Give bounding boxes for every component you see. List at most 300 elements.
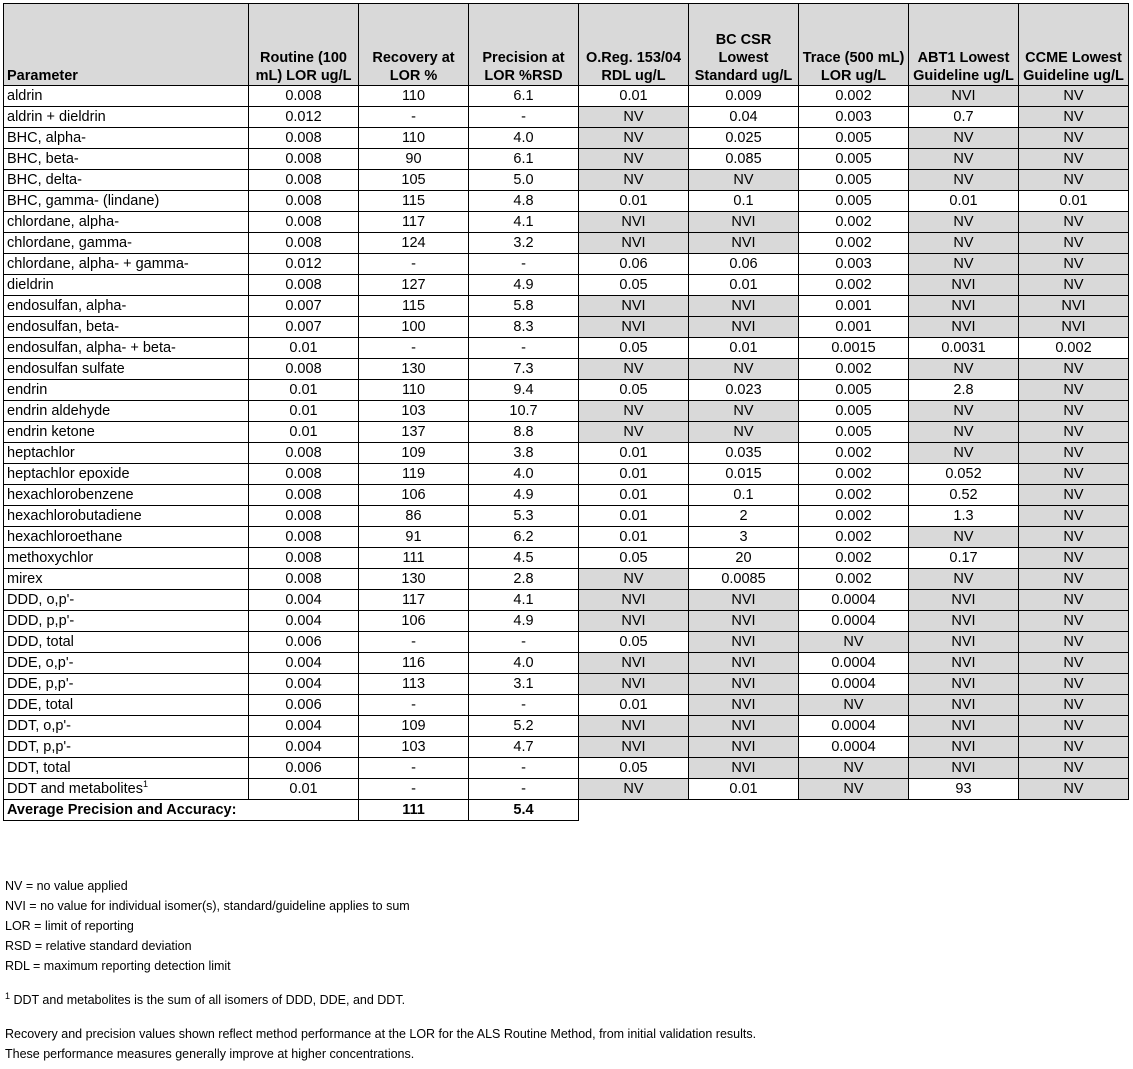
cell-text: NV bbox=[843, 697, 864, 713]
cell-text: 0.004 bbox=[285, 592, 322, 608]
cell-recovery bbox=[359, 212, 469, 233]
cell-oreg-rdl bbox=[579, 485, 689, 506]
cell-bc-csr bbox=[689, 506, 799, 527]
cell-recovery bbox=[359, 86, 469, 107]
cell-bc-csr bbox=[689, 569, 799, 590]
cell-trace-lor bbox=[799, 149, 909, 170]
cell-text: NV bbox=[1063, 214, 1084, 230]
definition-line: RSD = relative standard deviation bbox=[5, 939, 192, 953]
cell-routine-lor bbox=[249, 485, 359, 506]
cell-bc-csr bbox=[689, 86, 799, 107]
cell-text: 0.004 bbox=[285, 676, 322, 692]
cell-abt1 bbox=[909, 506, 1019, 527]
cell-text: 0.002 bbox=[835, 466, 872, 482]
cell-recovery bbox=[359, 548, 469, 569]
cell-text: 0.05 bbox=[619, 634, 648, 650]
cell-recovery bbox=[359, 107, 469, 128]
cell-trace-lor bbox=[799, 338, 909, 359]
cell-text: NVI bbox=[951, 760, 976, 776]
cell-routine-lor bbox=[249, 380, 359, 401]
cell-text: hexachlorobenzene bbox=[7, 487, 134, 503]
cell-oreg-rdl bbox=[579, 254, 689, 275]
cell-parameter bbox=[4, 569, 249, 590]
cell-routine-lor bbox=[249, 191, 359, 212]
cell-text: 0.01 bbox=[619, 508, 648, 524]
cell-text: 4.5 bbox=[513, 550, 534, 566]
cell-text: 4.9 bbox=[513, 277, 534, 293]
cell-ccme bbox=[1019, 548, 1129, 569]
cell-text: 0.0004 bbox=[831, 739, 876, 755]
cell-text: 5.8 bbox=[513, 298, 534, 314]
cell-text: 0.0015 bbox=[831, 340, 876, 356]
cell-routine-lor bbox=[249, 695, 359, 716]
cell-text: - bbox=[521, 634, 526, 650]
cell-parameter bbox=[4, 506, 249, 527]
cell-text: 0.008 bbox=[285, 172, 322, 188]
cell-ccme bbox=[1019, 632, 1129, 653]
cell-text: NVI bbox=[621, 298, 646, 314]
cell-recovery bbox=[359, 338, 469, 359]
cell-text: 0.01 bbox=[729, 781, 758, 797]
cell-text: hexachlorobutadiene bbox=[7, 508, 142, 524]
cell-text: DDT and metabolites bbox=[7, 781, 143, 797]
cell-text: NV bbox=[1063, 718, 1084, 734]
header-oreg-rdl: O.Reg. 153/04 RDL ug/L bbox=[579, 4, 689, 86]
cell-text: 0.01 bbox=[619, 529, 648, 545]
cell-text: 0.015 bbox=[725, 466, 762, 482]
cell-text: 0.01 bbox=[289, 424, 318, 440]
table-row bbox=[4, 737, 1129, 758]
cell-precision bbox=[469, 527, 579, 548]
cell-text: NV bbox=[733, 424, 754, 440]
cell-text: 0.01 bbox=[289, 382, 318, 398]
cell-abt1 bbox=[909, 695, 1019, 716]
cell-ccme bbox=[1019, 443, 1129, 464]
cell-text: NV bbox=[953, 256, 974, 272]
cell-parameter bbox=[4, 149, 249, 170]
cell-routine-lor bbox=[249, 548, 359, 569]
cell-oreg-rdl bbox=[579, 548, 689, 569]
table-row bbox=[4, 422, 1129, 443]
cell-abt1 bbox=[909, 107, 1019, 128]
header-routine-lor: Routine (100 mL) LOR ug/L bbox=[249, 4, 359, 86]
cell-text: NVI bbox=[731, 676, 756, 692]
cell-text: 0.01 bbox=[619, 697, 648, 713]
cell-oreg-rdl bbox=[579, 506, 689, 527]
cell-precision bbox=[469, 464, 579, 485]
cell-text: 0.085 bbox=[725, 151, 762, 167]
cell-text: methoxychlor bbox=[7, 550, 94, 566]
cell-text: 119 bbox=[401, 466, 426, 482]
cell-text: chlordane, alpha- + gamma- bbox=[7, 256, 189, 272]
cell-routine-lor bbox=[249, 569, 359, 590]
cell-abt1 bbox=[909, 737, 1019, 758]
cell-bc-csr bbox=[689, 107, 799, 128]
cell-abt1 bbox=[909, 464, 1019, 485]
cell-text: NV bbox=[1063, 676, 1084, 692]
cell-text: 0.035 bbox=[725, 445, 762, 461]
cell-text: NV bbox=[953, 235, 974, 251]
cell-precision bbox=[469, 275, 579, 296]
cell-text: NV bbox=[1063, 634, 1084, 650]
cell-text: 0.002 bbox=[835, 508, 872, 524]
cell-text: 0.005 bbox=[835, 193, 872, 209]
cell-routine-lor bbox=[249, 590, 359, 611]
cell-text: NVI bbox=[731, 235, 756, 251]
cell-ccme bbox=[1019, 359, 1129, 380]
cell-text: 4.0 bbox=[513, 466, 534, 482]
cell-text: NVI bbox=[951, 88, 976, 104]
cell-routine-lor bbox=[249, 779, 359, 800]
cell-routine-lor bbox=[249, 296, 359, 317]
cell-text: 0.005 bbox=[835, 382, 872, 398]
cell-text: NV bbox=[953, 571, 974, 587]
cell-precision bbox=[469, 590, 579, 611]
cell-text: DDD, p,p'- bbox=[7, 613, 75, 629]
cell-parameter bbox=[4, 212, 249, 233]
cell-text: NV bbox=[623, 130, 644, 146]
cell-text: 0.01 bbox=[289, 340, 318, 356]
cell-text: NV bbox=[733, 361, 754, 377]
cell-oreg-rdl bbox=[579, 401, 689, 422]
cell-text: DDT, total bbox=[7, 760, 71, 776]
cell-recovery bbox=[359, 254, 469, 275]
cell-recovery bbox=[359, 401, 469, 422]
cell-text: NVI bbox=[621, 214, 646, 230]
cell-oreg-rdl bbox=[579, 128, 689, 149]
cell-recovery bbox=[359, 464, 469, 485]
cell-trace-lor bbox=[799, 548, 909, 569]
cell-trace-lor bbox=[799, 317, 909, 338]
cell-text: 115 bbox=[401, 298, 426, 314]
cell-text: NV bbox=[1063, 529, 1084, 545]
cell-text: hexachloroethane bbox=[7, 529, 123, 545]
cell-text: NVI bbox=[951, 319, 976, 335]
cell-text: 0.007 bbox=[285, 319, 322, 335]
cell-ccme bbox=[1019, 674, 1129, 695]
cell-recovery bbox=[359, 296, 469, 317]
cell-bc-csr bbox=[689, 548, 799, 569]
cell-bc-csr bbox=[689, 149, 799, 170]
cell-precision bbox=[469, 254, 579, 275]
cell-text: 0.002 bbox=[835, 529, 872, 545]
cell-text: 0.004 bbox=[285, 739, 322, 755]
cell-text: NVI bbox=[731, 760, 756, 776]
cell-oreg-rdl bbox=[579, 716, 689, 737]
table-row bbox=[4, 275, 1129, 296]
cell-routine-lor bbox=[249, 716, 359, 737]
cell-routine-lor bbox=[249, 254, 359, 275]
cell-trace-lor bbox=[799, 653, 909, 674]
cell-abt1 bbox=[909, 338, 1019, 359]
cell-oreg-rdl bbox=[579, 422, 689, 443]
cell-routine-lor bbox=[249, 401, 359, 422]
cell-text: - bbox=[521, 340, 526, 356]
cell-parameter bbox=[4, 359, 249, 380]
cell-precision bbox=[469, 485, 579, 506]
cell-parameter bbox=[4, 611, 249, 632]
cell-text: endrin bbox=[7, 382, 48, 398]
cell-parameter bbox=[4, 233, 249, 254]
table-row bbox=[4, 569, 1129, 590]
cell-text: NVI bbox=[731, 739, 756, 755]
cell-text: NV bbox=[1063, 382, 1084, 398]
cell-abt1 bbox=[909, 674, 1019, 695]
cell-abt1 bbox=[909, 779, 1019, 800]
cell-routine-lor bbox=[249, 338, 359, 359]
cell-text: 137 bbox=[401, 424, 426, 440]
cell-trace-lor bbox=[799, 569, 909, 590]
cell-ccme bbox=[1019, 233, 1129, 254]
cell-recovery bbox=[359, 527, 469, 548]
cell-text: heptachlor bbox=[7, 445, 75, 461]
cell-text: NV bbox=[1063, 613, 1084, 629]
cell-oreg-rdl bbox=[579, 191, 689, 212]
cell-bc-csr bbox=[689, 632, 799, 653]
cell-text: 0.04 bbox=[729, 109, 758, 125]
table-row bbox=[4, 779, 1129, 800]
cell-text: 0.05 bbox=[619, 550, 648, 566]
cell-abt1 bbox=[909, 485, 1019, 506]
cell-text: NVI bbox=[951, 634, 976, 650]
cell-text: chlordane, alpha- bbox=[7, 214, 120, 230]
cell-trace-lor bbox=[799, 359, 909, 380]
cell-text: 0.001 bbox=[835, 319, 872, 335]
cell-text: NV bbox=[623, 109, 644, 125]
cell-routine-lor bbox=[249, 359, 359, 380]
cell-text: NV bbox=[1063, 235, 1084, 251]
table-row bbox=[4, 359, 1129, 380]
table-row bbox=[4, 611, 1129, 632]
cell-text: 0.008 bbox=[285, 361, 322, 377]
cell-text: NVI bbox=[1061, 319, 1086, 335]
cell-bc-csr bbox=[689, 737, 799, 758]
cell-text: NV bbox=[1063, 172, 1084, 188]
cell-text: - bbox=[521, 760, 526, 776]
cell-text: 10.7 bbox=[509, 403, 538, 419]
cell-text: 4.8 bbox=[513, 193, 534, 209]
cell-text: 6.2 bbox=[513, 529, 534, 545]
cell-precision bbox=[469, 191, 579, 212]
cell-trace-lor bbox=[799, 632, 909, 653]
cell-bc-csr bbox=[689, 233, 799, 254]
table-row bbox=[4, 254, 1129, 275]
cell-text: NV bbox=[1063, 109, 1084, 125]
cell-routine-lor bbox=[249, 737, 359, 758]
cell-text: 0.01 bbox=[729, 277, 758, 293]
cell-bc-csr bbox=[689, 254, 799, 275]
cell-oreg-rdl bbox=[579, 569, 689, 590]
table-row bbox=[4, 149, 1129, 170]
average-row bbox=[4, 800, 1129, 821]
cell-routine-lor bbox=[249, 653, 359, 674]
cell-text: NVI bbox=[621, 319, 646, 335]
cell-trace-lor bbox=[799, 485, 909, 506]
cell-text: NVI bbox=[951, 697, 976, 713]
cell-text: 2 bbox=[739, 508, 748, 524]
cell-text: endosulfan, alpha- bbox=[7, 298, 127, 314]
cell-text: 113 bbox=[401, 676, 426, 692]
cell-text: 124 bbox=[401, 235, 426, 251]
cell-text: 0.008 bbox=[285, 214, 322, 230]
cell-abt1 bbox=[909, 443, 1019, 464]
cell-text: NV bbox=[953, 151, 974, 167]
cell-bc-csr bbox=[689, 422, 799, 443]
empty-cell bbox=[579, 800, 689, 821]
pesticide-data-table bbox=[3, 3, 1129, 821]
cell-text: NV bbox=[623, 424, 644, 440]
cell-oreg-rdl bbox=[579, 233, 689, 254]
cell-recovery bbox=[359, 275, 469, 296]
cell-abt1 bbox=[909, 590, 1019, 611]
cell-text: 4.0 bbox=[513, 655, 534, 671]
cell-parameter bbox=[4, 254, 249, 275]
cell-trace-lor bbox=[799, 443, 909, 464]
empty-cell bbox=[799, 800, 909, 821]
footnotes bbox=[5, 876, 1125, 1064]
cell-text: NVI bbox=[951, 592, 976, 608]
cell-text: NVI bbox=[621, 235, 646, 251]
cell-text: 2.8 bbox=[953, 382, 974, 398]
cell-text: NV bbox=[1063, 403, 1084, 419]
cell-text: 109 bbox=[401, 718, 426, 734]
cell-text: NVI bbox=[621, 739, 646, 755]
cell-precision bbox=[469, 422, 579, 443]
cell-oreg-rdl bbox=[579, 86, 689, 107]
table-row bbox=[4, 674, 1129, 695]
cell-oreg-rdl bbox=[579, 590, 689, 611]
cell-precision bbox=[469, 758, 579, 779]
footnote-mark: 1 bbox=[142, 779, 148, 790]
cell-ccme bbox=[1019, 254, 1129, 275]
cell-routine-lor bbox=[249, 128, 359, 149]
cell-trace-lor bbox=[799, 611, 909, 632]
performance-note-line: These performance measures generally improve at higher concentrations. bbox=[5, 1047, 415, 1061]
cell-text: NVI bbox=[951, 739, 976, 755]
cell-text: 0.01 bbox=[619, 445, 648, 461]
cell-bc-csr bbox=[689, 758, 799, 779]
cell-abt1 bbox=[909, 401, 1019, 422]
cell-text: 0.002 bbox=[835, 571, 872, 587]
cell-text: 0.1 bbox=[733, 193, 754, 209]
cell-ccme bbox=[1019, 149, 1129, 170]
cell-abt1 bbox=[909, 128, 1019, 149]
cell-text: NV bbox=[1063, 424, 1084, 440]
footnote-1-mark: 1 bbox=[5, 990, 11, 1001]
cell-text: 116 bbox=[401, 655, 426, 671]
cell-recovery bbox=[359, 506, 469, 527]
cell-bc-csr bbox=[689, 338, 799, 359]
cell-trace-lor bbox=[799, 590, 909, 611]
cell-oreg-rdl bbox=[579, 611, 689, 632]
cell-text: NVI bbox=[731, 634, 756, 650]
cell-trace-lor bbox=[799, 254, 909, 275]
cell-text: chlordane, gamma- bbox=[7, 235, 132, 251]
cell-recovery bbox=[359, 128, 469, 149]
cell-text: NV bbox=[623, 781, 644, 797]
cell-text: 0.005 bbox=[835, 130, 872, 146]
empty-cell bbox=[909, 800, 1019, 821]
cell-text: NVI bbox=[621, 676, 646, 692]
cell-oreg-rdl bbox=[579, 275, 689, 296]
cell-bc-csr bbox=[689, 674, 799, 695]
cell-precision bbox=[469, 86, 579, 107]
cell-text: NVI bbox=[621, 718, 646, 734]
cell-text: 5.3 bbox=[513, 508, 534, 524]
cell-text: endosulfan, beta- bbox=[7, 319, 120, 335]
cell-text: 0.008 bbox=[285, 130, 322, 146]
cell-text: 0.01 bbox=[729, 340, 758, 356]
cell-text: 4.1 bbox=[513, 592, 534, 608]
cell-routine-lor bbox=[249, 170, 359, 191]
cell-text: 0.052 bbox=[945, 466, 982, 482]
cell-text: 0.002 bbox=[1055, 340, 1092, 356]
cell-text: NV bbox=[623, 571, 644, 587]
cell-abt1 bbox=[909, 170, 1019, 191]
cell-text: 0.002 bbox=[835, 550, 872, 566]
cell-precision bbox=[469, 695, 579, 716]
cell-text: 0.005 bbox=[835, 403, 872, 419]
cell-oreg-rdl bbox=[579, 359, 689, 380]
cell-parameter bbox=[4, 779, 249, 800]
cell-text: 0.06 bbox=[729, 256, 758, 272]
cell-text: 3 bbox=[739, 529, 748, 545]
cell-text: NV bbox=[953, 214, 974, 230]
cell-parameter bbox=[4, 695, 249, 716]
cell-text: 0.012 bbox=[285, 109, 322, 125]
cell-abt1 bbox=[909, 233, 1019, 254]
table-row bbox=[4, 716, 1129, 737]
table-row bbox=[4, 695, 1129, 716]
cell-text: NV bbox=[623, 151, 644, 167]
cell-text: NV bbox=[953, 445, 974, 461]
cell-trace-lor bbox=[799, 401, 909, 422]
cell-text: 103 bbox=[401, 403, 426, 419]
table-row bbox=[4, 653, 1129, 674]
cell-text: 0.008 bbox=[285, 235, 322, 251]
cell-precision bbox=[469, 359, 579, 380]
cell-text: NV bbox=[843, 634, 864, 650]
cell-text: - bbox=[521, 256, 526, 272]
cell-oreg-rdl bbox=[579, 212, 689, 233]
cell-routine-lor bbox=[249, 212, 359, 233]
cell-text: NV bbox=[733, 403, 754, 419]
cell-text: 0.007 bbox=[285, 298, 322, 314]
cell-text: NVI bbox=[951, 676, 976, 692]
cell-text: NV bbox=[1063, 508, 1084, 524]
cell-text: NV bbox=[1063, 256, 1084, 272]
definition-line: NV = no value applied bbox=[5, 879, 128, 893]
definition-line: LOR = limit of reporting bbox=[5, 919, 134, 933]
cell-text: 0.0004 bbox=[831, 676, 876, 692]
table-body bbox=[4, 86, 1129, 821]
cell-text: 0.002 bbox=[835, 235, 872, 251]
cell-recovery bbox=[359, 611, 469, 632]
table-row bbox=[4, 128, 1129, 149]
cell-ccme bbox=[1019, 695, 1129, 716]
empty-cell bbox=[1019, 800, 1129, 821]
cell-ccme bbox=[1019, 338, 1129, 359]
cell-text: 0.01 bbox=[289, 403, 318, 419]
cell-text: NV bbox=[1063, 781, 1084, 797]
cell-text: DDE, total bbox=[7, 697, 74, 713]
cell-parameter bbox=[4, 170, 249, 191]
cell-text: 115 bbox=[401, 193, 426, 209]
cell-bc-csr bbox=[689, 170, 799, 191]
header-abt1: ABT1 Lowest Guideline ug/L bbox=[909, 4, 1019, 86]
cell-text: 0.006 bbox=[285, 697, 322, 713]
cell-parameter bbox=[4, 758, 249, 779]
